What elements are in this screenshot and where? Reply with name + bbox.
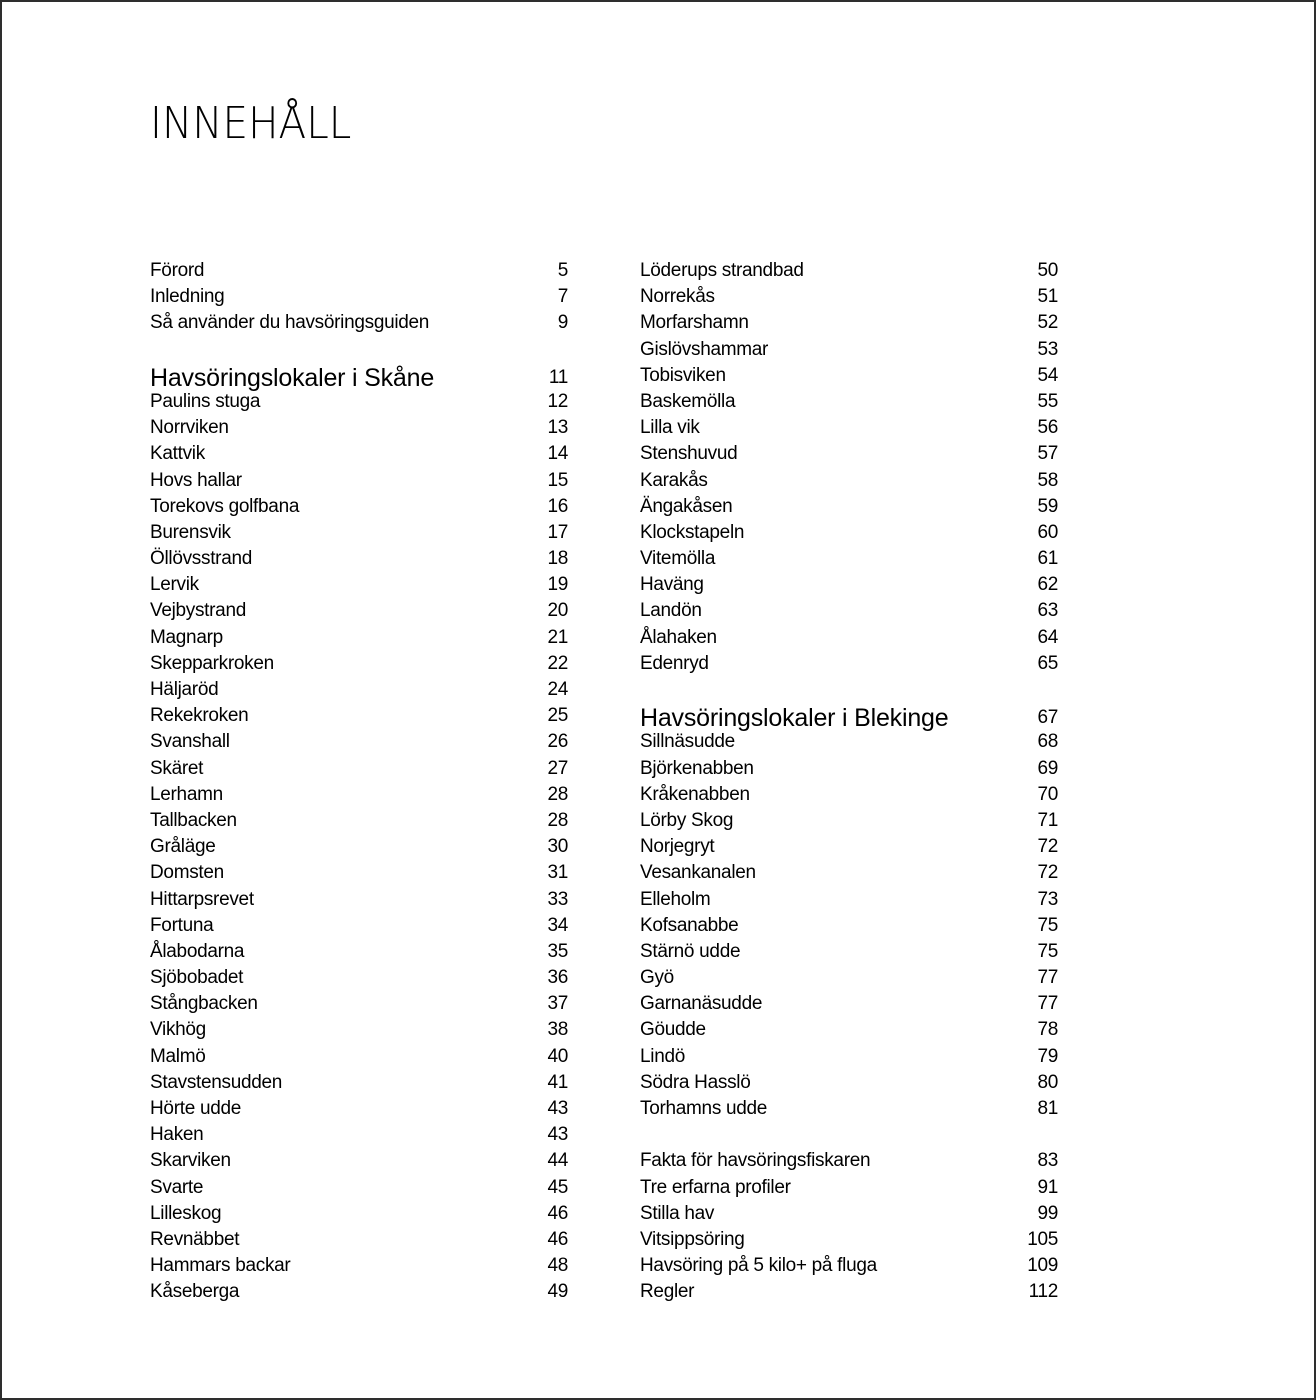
page-number: 44 [547, 1150, 568, 1172]
entry-title: Karakås [640, 469, 708, 491]
entry-title: Göudde [640, 1019, 706, 1041]
page-number: 22 [547, 652, 568, 674]
toc-entry[interactable] [148, 598, 568, 624]
page-number: 83 [1037, 1150, 1058, 1172]
toc-entry[interactable] [638, 729, 1058, 755]
toc-entry[interactable] [148, 677, 568, 703]
page-number: 61 [1037, 548, 1058, 570]
page-number: 91 [1037, 1176, 1058, 1198]
page-number: 7 [557, 286, 568, 308]
page-number: 63 [1037, 600, 1058, 622]
toc-entry[interactable] [148, 965, 568, 991]
toc-entry[interactable] [148, 520, 568, 546]
toc-entry[interactable] [638, 782, 1058, 808]
entry-title: Elleholm [640, 888, 711, 910]
page-number: 40 [547, 1045, 568, 1067]
entry-title: Skepparkroken [150, 652, 274, 674]
toc-entry[interactable] [148, 703, 568, 729]
toc-entry[interactable] [638, 363, 1058, 389]
entry-title: Skarviken [150, 1150, 231, 1172]
toc-entry[interactable] [638, 808, 1058, 834]
spacer [638, 677, 1058, 703]
page-number: 30 [547, 836, 568, 858]
toc-entry[interactable] [638, 494, 1058, 520]
page-number: 11 [548, 366, 568, 388]
entry-title: Sjöbobadet [150, 967, 244, 989]
toc-entry[interactable] [148, 1122, 568, 1148]
page-number: 78 [1037, 1019, 1058, 1041]
toc-entry[interactable] [638, 1096, 1058, 1122]
page-number: 75 [1037, 940, 1058, 962]
entry-title: Björkenabben [640, 757, 754, 779]
toc-entry[interactable] [148, 625, 568, 651]
toc-entry[interactable] [638, 887, 1058, 913]
entry-title: Tallbacken [150, 809, 237, 831]
toc-entry[interactable] [638, 965, 1058, 991]
toc-entry[interactable] [148, 389, 568, 415]
page-number: 99 [1037, 1202, 1058, 1224]
entry-title: Baskemölla [640, 390, 736, 412]
toc-entry[interactable] [148, 468, 568, 494]
toc-entry[interactable] [148, 1279, 568, 1305]
page-number: 38 [547, 1019, 568, 1041]
page-number: 112 [1028, 1281, 1058, 1303]
entry-title: Häljaröd [150, 679, 219, 700]
entry-title: Fakta för havsöringsfiskaren [640, 1150, 871, 1172]
entry-title: Svanshall [150, 731, 230, 753]
toc-entry[interactable] [638, 310, 1058, 336]
entry-title: Havsöring på 5 kilo+ på fluga [640, 1255, 877, 1277]
toc-entry[interactable] [148, 494, 568, 520]
toc-entry[interactable] [148, 1201, 568, 1227]
entry-title: Gråläge [150, 836, 216, 858]
entry-title: Tre erfarna profiler [640, 1176, 791, 1198]
page-number: 5 [557, 260, 568, 281]
entry-title: Stenshuvud [640, 443, 738, 465]
entry-title: Så använder du havsöringsguiden [150, 312, 430, 334]
entry-title: Vitemölla [640, 548, 716, 570]
entry-title: Lörby Skog [640, 809, 734, 831]
toc-entry[interactable] [148, 310, 568, 336]
toc-entry[interactable] [148, 546, 568, 572]
entry-title: Haken [150, 1124, 204, 1146]
toc-entry[interactable] [148, 1070, 568, 1096]
toc-entry[interactable] [638, 1017, 1058, 1043]
toc-entry[interactable] [148, 1175, 568, 1201]
page-number: 49 [547, 1281, 568, 1303]
toc-entry[interactable] [638, 572, 1058, 598]
entry-title: Kråkenabben [640, 783, 750, 805]
page-number: 19 [547, 574, 568, 596]
entry-title: Hovs hallar [150, 469, 242, 491]
page-number: 9 [557, 312, 568, 334]
toc-entry[interactable] [148, 1044, 568, 1070]
page-number: 55 [1037, 390, 1058, 412]
page-number: 65 [1037, 652, 1058, 674]
toc-entry[interactable] [638, 625, 1058, 651]
page-number: 28 [547, 809, 568, 831]
page-number: 75 [1037, 914, 1058, 936]
toc-entry[interactable] [638, 598, 1058, 624]
entry-title: Landön [640, 600, 702, 622]
entry-title: Hittarpsrevet [150, 888, 254, 910]
page-number: 58 [1037, 469, 1058, 491]
entry-title: Vejbystrand [150, 600, 246, 622]
toc-entry[interactable] [148, 756, 568, 782]
page-number: 80 [1037, 1071, 1058, 1093]
entry-title: Paulins stuga [150, 390, 261, 412]
page-number: 105 [1027, 1228, 1058, 1250]
toc-entry[interactable] [638, 1279, 1058, 1305]
entry-title: Lervik [150, 574, 199, 596]
toc-entry[interactable] [148, 651, 568, 677]
page-number: 62 [1037, 574, 1058, 596]
entry-title: Torhamns udde [640, 1098, 768, 1119]
page-number: 43 [547, 1124, 568, 1146]
page-number: 57 [1037, 443, 1058, 465]
entry-title: Hammars backar [150, 1255, 291, 1277]
toc-entry[interactable] [148, 782, 568, 808]
entry-title: Lindö [640, 1045, 685, 1067]
page-number: 81 [1037, 1098, 1058, 1119]
page-number: 51 [1037, 286, 1058, 308]
toc-entry[interactable] [638, 1148, 1058, 1174]
toc-entry[interactable] [148, 572, 568, 598]
entry-title: Sillnäsudde [640, 731, 735, 753]
toc-entry[interactable] [638, 1175, 1058, 1201]
entry-title: Vesankanalen [640, 862, 756, 884]
page-number: 67 [1037, 707, 1058, 729]
entry-title: Klockstapeln [640, 521, 745, 543]
toc-entry[interactable] [148, 284, 568, 310]
page-number: 14 [547, 443, 568, 465]
toc-entry[interactable] [638, 468, 1058, 494]
page-number: 70 [1037, 783, 1058, 805]
entry-title: Fortuna [150, 914, 214, 936]
spacer [638, 1122, 1058, 1148]
page-number: 33 [547, 888, 568, 910]
entry-title: Förord [150, 260, 205, 281]
page-number: 77 [1037, 967, 1058, 989]
page-number: 48 [547, 1255, 568, 1277]
page-number: 56 [1037, 417, 1058, 439]
entry-title: Inledning [150, 286, 225, 308]
toc-entry[interactable] [638, 991, 1058, 1017]
page-number: 16 [547, 495, 568, 517]
entry-title: Ängakåsen [640, 495, 733, 517]
entry-title: Stilla hav [640, 1202, 715, 1224]
toc-entry[interactable] [638, 756, 1058, 782]
toc-entry[interactable] [148, 1096, 568, 1122]
toc-entry[interactable] [148, 415, 568, 441]
entry-title: Stångbacken [150, 993, 258, 1015]
toc-entry[interactable] [148, 887, 568, 913]
page-number: 59 [1037, 495, 1058, 517]
page-number: 68 [1037, 731, 1058, 753]
page-number: 60 [1037, 521, 1058, 543]
page-number: 18 [547, 548, 568, 570]
page-number: 72 [1037, 836, 1058, 858]
toc-entry[interactable] [148, 729, 568, 755]
page-number: 13 [547, 417, 568, 439]
toc-entry[interactable] [148, 1148, 568, 1174]
section-title: Havsöringslokaler i Blekinge [640, 704, 949, 733]
page-number: 31 [547, 862, 568, 884]
toc-entry[interactable] [638, 520, 1058, 546]
toc-entry[interactable] [148, 913, 568, 939]
entry-title: Gislövshammar [640, 338, 769, 360]
entry-title: Domsten [150, 862, 224, 884]
entry-title: Lilleskog [150, 1202, 222, 1224]
page-number: 27 [547, 757, 568, 779]
toc-entry[interactable] [638, 258, 1058, 284]
page-number: 73 [1037, 888, 1058, 910]
toc-entry[interactable] [638, 1070, 1058, 1096]
entry-title: Ålabodarna [150, 940, 245, 962]
toc-entry[interactable] [638, 939, 1058, 965]
entry-title: Norrekås [640, 286, 715, 308]
page-title: INNEHÅLL [150, 98, 352, 149]
page-number: 41 [547, 1071, 568, 1093]
entry-title: Tobisviken [640, 364, 726, 386]
page-number: 34 [547, 914, 568, 936]
page-number: 79 [1037, 1045, 1058, 1067]
entry-title: Norrviken [150, 417, 229, 439]
entry-title: Löderups strandbad [640, 260, 804, 281]
toc-entry[interactable] [638, 415, 1058, 441]
toc-entry[interactable] [638, 834, 1058, 860]
toc-entry[interactable] [638, 1201, 1058, 1227]
toc-section-heading[interactable] [638, 703, 1058, 733]
entry-title: Svarte [150, 1176, 204, 1198]
entry-title: Burensvik [150, 521, 231, 543]
toc-entry[interactable] [638, 1253, 1058, 1279]
toc-entry[interactable] [148, 939, 568, 965]
page-number: 12 [547, 390, 568, 412]
toc-entry[interactable] [148, 441, 568, 467]
page-number: 24 [547, 679, 568, 700]
toc-entry[interactable] [638, 441, 1058, 467]
page-number: 71 [1037, 809, 1058, 831]
toc-entry[interactable] [638, 284, 1058, 310]
entry-title: Södra Hasslö [640, 1071, 751, 1093]
toc-entry[interactable] [148, 991, 568, 1017]
page-number: 36 [547, 967, 568, 989]
entry-title: Kattvik [150, 443, 205, 465]
page-number: 50 [1037, 260, 1058, 281]
entry-title: Malmö [150, 1045, 206, 1067]
page-number: 109 [1027, 1255, 1058, 1277]
toc-left-column [148, 258, 568, 1306]
toc-right-column [638, 258, 1058, 1306]
page-number: 45 [547, 1176, 568, 1198]
entry-title: Morfarshamn [640, 312, 749, 334]
page-number: 25 [547, 705, 568, 727]
page-number: 54 [1037, 364, 1058, 386]
page-number: 52 [1037, 312, 1058, 334]
toc-entry[interactable] [638, 913, 1058, 939]
page-number: 69 [1037, 757, 1058, 779]
toc-entry[interactable] [148, 834, 568, 860]
section-title: Havsöringslokaler i Skåne [150, 363, 435, 392]
spacer [148, 337, 568, 363]
page-number: 46 [547, 1202, 568, 1224]
entry-title: Stavstensudden [150, 1071, 283, 1093]
entry-title: Torekovs golfbana [150, 495, 300, 517]
entry-title: Lilla vik [640, 417, 700, 439]
toc-entry[interactable] [638, 337, 1058, 363]
entry-title: Norjegryt [640, 836, 715, 858]
entry-title: Revnäbbet [150, 1228, 240, 1250]
page-number: 64 [1037, 626, 1058, 648]
page-number: 28 [547, 783, 568, 805]
toc-entry[interactable] [148, 1253, 568, 1279]
toc-entry[interactable] [148, 1017, 568, 1043]
entry-title: Kofsanabbe [640, 914, 739, 936]
toc-entry[interactable] [638, 546, 1058, 572]
entry-title: Magnarp [150, 626, 223, 648]
page-number: 77 [1037, 993, 1058, 1015]
entry-title: Vitsippsöring [640, 1228, 745, 1250]
entry-title: Rekekroken [150, 705, 249, 727]
toc-entry[interactable] [148, 860, 568, 886]
page-number: 53 [1037, 338, 1058, 360]
toc-entry[interactable] [148, 808, 568, 834]
page-number: 26 [547, 731, 568, 753]
entry-title: Stärnö udde [640, 940, 741, 962]
toc-entry[interactable] [148, 258, 568, 284]
page-number: 21 [547, 626, 568, 648]
entry-title: Kåseberga [150, 1281, 240, 1303]
toc-entry[interactable] [148, 1227, 568, 1253]
toc-entry[interactable] [638, 651, 1058, 677]
entry-title: Skäret [150, 757, 204, 779]
entry-title: Vikhög [150, 1019, 206, 1041]
toc-entry[interactable] [638, 860, 1058, 886]
page-number: 37 [547, 993, 568, 1015]
entry-title: Ålahaken [640, 626, 717, 648]
toc-entry[interactable] [638, 1227, 1058, 1253]
entry-title: Hörte udde [150, 1098, 242, 1119]
entry-title: Gyö [640, 967, 674, 989]
entry-title: Edenryd [640, 652, 709, 674]
page-number: 17 [547, 521, 568, 543]
page-number: 35 [547, 940, 568, 962]
entry-title: Regler [640, 1281, 695, 1303]
page-number: 72 [1037, 862, 1058, 884]
toc-entry[interactable] [638, 1044, 1058, 1070]
page-number: 20 [547, 600, 568, 622]
page-number: 15 [547, 469, 568, 491]
entry-title: Haväng [640, 574, 704, 596]
toc-section-heading[interactable] [148, 363, 568, 392]
page-number: 46 [547, 1228, 568, 1250]
page-number: 43 [547, 1098, 568, 1119]
entry-title: Lerhamn [150, 783, 223, 805]
entry-title: Öllövsstrand [150, 548, 252, 570]
entry-title: Garnanäsudde [640, 993, 763, 1015]
toc-entry[interactable] [638, 389, 1058, 415]
